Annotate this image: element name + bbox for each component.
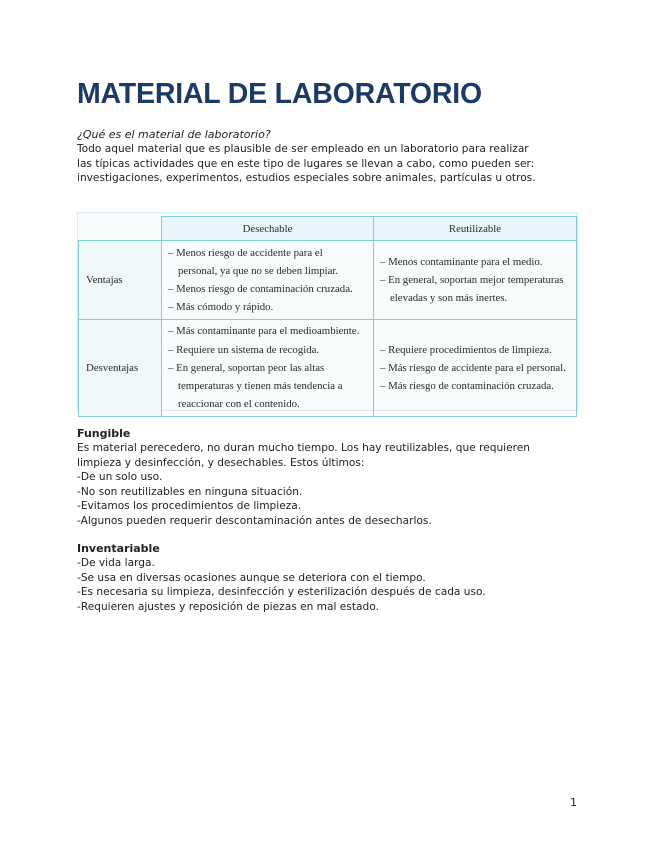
table-list-item: – Menos riesgo de contaminación cruzada. (168, 283, 353, 295)
inventariable-paragraph (77, 556, 582, 614)
fungible-line: -Evitamos los procedimientos de limpieza. (77, 500, 302, 512)
table-list-item: – Más riesgo de accidente para el personal. (380, 361, 566, 374)
inventariable-line: -De vida larga. (77, 557, 155, 569)
table-list-item: – Más cómodo y rápido. (168, 301, 274, 314)
header-desechable: Desechable (162, 217, 374, 241)
table-list-item: – En general, soportan mejor temperaturas (380, 273, 564, 286)
row-label-ventajas: Ventajas (79, 241, 162, 320)
fungible-line: -Algunos pueden requerir descontaminación antes de desecharlos. (77, 514, 432, 527)
table-list-item: temperaturas y tienen más tendencia a (178, 380, 343, 393)
cell-ventajas-desechable (162, 241, 374, 320)
table-list-item: personal, ya que no se deben limpiar. (178, 264, 339, 277)
table-header-row (79, 217, 577, 241)
intro-line: Todo aquel material que es plausible de ser empleado en un laboratorio para realizar (77, 143, 529, 155)
inventariable-line: -Es necesaria su limpieza, desinfección y esterilización después de cada uso. (77, 586, 486, 598)
cell-desventajas-desechable (162, 320, 374, 417)
cell-desventajas-reutilizable (374, 320, 577, 417)
intro-question: ¿Qué es el material de laboratorio? (77, 128, 271, 141)
inventariable-line: -Se usa en diversas ocasiones aunque se deteriora con el tiempo. (77, 571, 426, 584)
table-list-item: – En general, soportan peor las altas (168, 361, 325, 374)
fungible-line: limpieza y desinfección, y desechables. Estos últimos: (77, 456, 365, 469)
table-list-item: reaccionar con el contenido. (178, 398, 300, 411)
table-list-item: – Más riesgo de contaminación cruzada. (380, 380, 554, 393)
table-list-item: elevadas y son más inertes. (390, 292, 508, 305)
table-list-item: – Requiere un sistema de recogida. (168, 343, 320, 356)
fungible-paragraph (77, 441, 582, 528)
inventariable-line: -Requieren ajustes y reposición de piezas en mal estado. (77, 600, 379, 613)
intro-paragraph (77, 142, 580, 186)
row-label-desventajas: Desventajas (79, 320, 162, 417)
table-list-item: – Menos riesgo de accidente para el (168, 246, 323, 259)
table-list-item: – Más contaminante para el medioambiente. (168, 325, 360, 338)
comparison-table-figure (77, 212, 578, 411)
page-title: MATERIAL DE LABORATORIO (77, 78, 482, 110)
fungible-line: -De un solo uso. (77, 471, 163, 483)
page-number: 1 (570, 796, 577, 809)
header-reutilizable: Reutilizable (374, 217, 577, 241)
table-row-ventajas (79, 241, 577, 320)
fungible-line: -No son reutilizables en ninguna situación. (77, 485, 303, 498)
section-title-inventariable: Inventariable (77, 542, 160, 555)
section-title-fungible: Fungible (77, 427, 131, 440)
table-row-desventajas (79, 320, 577, 417)
table-corner-cell (79, 217, 162, 241)
table-list-item: – Requiere procedimientos de limpieza. (380, 343, 552, 356)
table-list-item: – Menos contaminante para el medio. (380, 255, 543, 268)
fungible-line: Es material perecedero, no duran mucho tiempo. Los hay reutilizables, que requieren (77, 442, 530, 454)
intro-line: investigaciones, experimentos, estudios especiales sobre animales, partículas u otros. (77, 172, 536, 184)
comparison-table (78, 216, 577, 417)
cell-ventajas-reutilizable (374, 241, 577, 320)
intro-line: las típicas actividades que en este tipo de lugares se llevan a cabo, como pueden ser: (77, 157, 535, 170)
